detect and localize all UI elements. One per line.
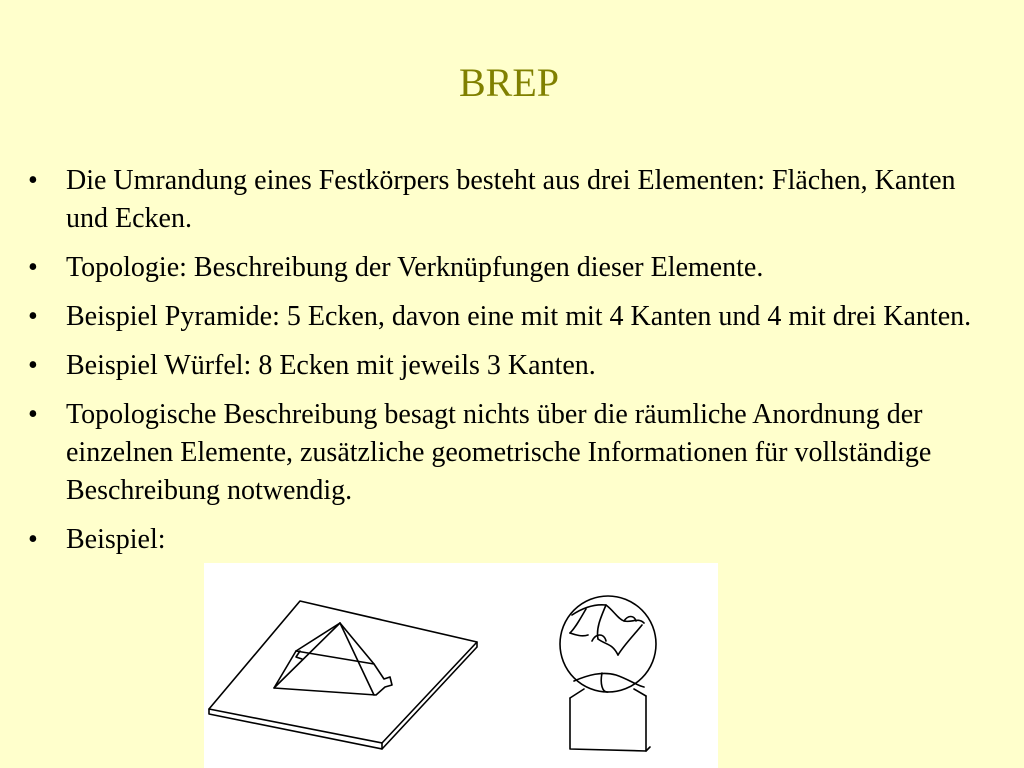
bullet-item	[28, 249, 1003, 287]
slide-title: BREP	[458, 60, 560, 105]
bullet-icon: •	[28, 301, 38, 332]
bullet-icon: •	[28, 399, 38, 430]
bullet-item	[28, 396, 1003, 510]
pyramid-on-plate-icon	[209, 601, 477, 749]
bullet-text: Topologie: Beschreibung der Verknüpfungen dieser Elemente.	[66, 252, 764, 283]
sphere-on-block-icon	[560, 596, 656, 751]
bullet-icon: •	[28, 165, 38, 196]
bullet-text: Beispiel:	[66, 524, 166, 555]
brep-example-figure	[204, 563, 718, 768]
bullet-list	[28, 162, 1003, 570]
bullet-text: Die Umrandung eines Festkörpers besteht aus drei Elementen: Flächen, Kanten und Ecken.	[66, 165, 956, 234]
bullet-icon: •	[28, 252, 38, 283]
bullet-item	[28, 521, 1003, 559]
bullet-icon: •	[28, 350, 38, 381]
bullet-text: Topologische Beschreibung besagt nichts über die räumliche Anordnung der einzelnen Elemente, zusätzliche geometrische Informationen für vollständige Beschreibung notwendig.	[66, 399, 932, 506]
bullet-item	[28, 347, 1003, 385]
bullet-item	[28, 298, 1003, 336]
bullet-icon: •	[28, 524, 38, 555]
bullet-text: Beispiel Würfel: 8 Ecken mit jeweils 3 Kanten.	[66, 350, 596, 381]
bullet-text: Beispiel Pyramide: 5 Ecken, davon eine mit mit 4 Kanten und 4 mit drei Kanten.	[66, 301, 972, 332]
bullet-item	[28, 162, 1003, 238]
